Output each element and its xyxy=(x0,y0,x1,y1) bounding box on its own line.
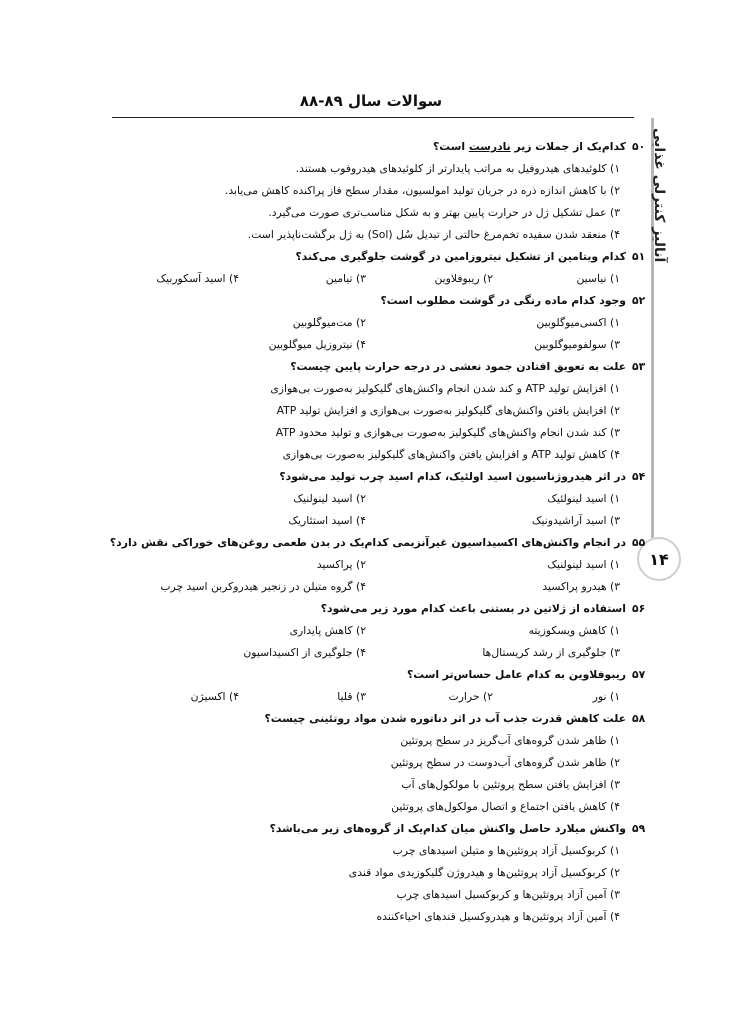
sidebar-label: آنالیز کنترلی غذایی xyxy=(651,127,667,263)
question-text: واکنش میلارد حاصل واکنش میان کدام‌یک از گروه‌های زیر می‌باشد؟ xyxy=(269,822,626,835)
option: ۲) مت‌میوگلوبین xyxy=(292,316,366,329)
question-text: کدام ویتامین از تشکیل نیتروزامین در گوشت جلوگیری می‌کند؟ xyxy=(295,250,626,263)
question-55 xyxy=(109,532,646,598)
option: ۳) اسید آراشیدونیک xyxy=(531,514,620,527)
option: ۴) آمین آزاد پروتئین‌ها و هیدروکسیل قندهای احیاءکننده xyxy=(376,910,620,923)
option: ۴) کاهش یافتن اجتماع و اتصال مولکول‌های پروتئین xyxy=(391,800,620,813)
option: ۴) نیتروزیل میوگلوبین xyxy=(268,338,366,351)
question-text: در انجام واکنش‌های اکسیداسیون غیرآنزیمی کدام‌یک در بدن طعمی روغن‌های خوراکی نقش دارد؟ xyxy=(109,536,626,549)
option: ۲) ظاهر شدن گروه‌های آب‌دوست در سطح پروتئین xyxy=(390,756,620,769)
question-59 xyxy=(112,818,646,928)
option: ۱) ظاهر شدن گروه‌های آب‌گریز در سطح پروتئین xyxy=(400,734,620,747)
question-50 xyxy=(112,136,646,246)
question-text: استفاده از ژلاتین در بستنی باعث کدام مورد زیر می‌شود؟ xyxy=(320,602,626,615)
options-grid xyxy=(112,620,630,664)
option: ۱) نور xyxy=(592,690,620,703)
question-text: کدام‌یک از جملات زیر نادرست است؟ xyxy=(433,140,626,153)
option: ۱) افزایش تولید ATP و کند شدن انجام واکنش‌های گلیکولیز به‌صورت بی‌هوازی xyxy=(270,382,620,395)
emphasis-word: نادرست xyxy=(468,140,511,153)
option: ۴) جلوگیری از اکسیداسیون xyxy=(243,646,366,659)
option: ۱) نیاسین xyxy=(576,272,620,285)
question-53 xyxy=(112,356,646,466)
options-row xyxy=(112,268,630,290)
title-divider xyxy=(112,117,634,118)
options-grid xyxy=(112,554,630,598)
option: ۱) کلوئیدهای هیدروفیل به مراتب پایدارتر از کلوئیدهای هیدروفوب هستند. xyxy=(295,162,620,175)
option: ۱) کربوکسیل آزاد پروتئین‌ها و متیلن اسیدهای چرب xyxy=(392,844,620,857)
question-52 xyxy=(112,290,646,356)
option: ۴) منعقد شدن سفیده تخم‌مرغ حالتی از تبدیل سُل (Sol) به ژل برگشت‌ناپذیر است. xyxy=(247,228,620,241)
option: ۴) کاهش تولید ATP و افزایش یافتن واکنش‌های گلیکولیز به‌صورت بی‌هوازی xyxy=(282,448,620,461)
option: ۲) کاهش پایداری xyxy=(289,624,366,637)
option: ۱) کاهش ویسکوزیته xyxy=(528,624,620,637)
option: ۳) افزایش یافتن سطح پروتئین با مولکول‌های آب xyxy=(401,778,620,791)
option: ۲) افزایش یافتن واکنش‌های گلیکولیز به‌صورت بی‌هوازی و افزایش تولید ATP xyxy=(276,404,620,417)
option: ۳) تیامین xyxy=(325,272,366,285)
option: ۳) هیدرو پراکسید xyxy=(542,580,620,593)
option: ۱) اکسی‌میوگلوبین xyxy=(536,316,620,329)
question-56 xyxy=(112,598,646,664)
question-number: ۵۶ xyxy=(632,602,646,615)
question-text: علت به تعویق افتادن جمود نعشی در درجه حرارت پایین چیست؟ xyxy=(290,360,626,373)
question-text: علت کاهش قدرت جذب آب در اثر دناتوره شدن مواد روتئینی چیست؟ xyxy=(264,712,626,725)
option: ۳) سولفومیوگلوبین xyxy=(534,338,620,351)
question-list xyxy=(109,136,646,928)
question-text: وجود کدام ماده رنگی در گوشت مطلوب است؟ xyxy=(380,294,626,307)
option: ۲) ریبوفلاوین xyxy=(434,272,493,285)
question-text: در اثر هیدروژناسیون اسید اولئیک، کدام اسید چرب تولید می‌شود؟ xyxy=(279,470,626,483)
question-number: ۵۵ xyxy=(632,536,646,549)
options-row xyxy=(112,686,630,708)
option: ۳) کند شدن انجام واکنش‌های گلیکولیز به‌صورت بی‌هوازی و تولید محدود ATP xyxy=(275,426,620,439)
question-number: ۵۸ xyxy=(632,712,646,725)
option: ۲) حرارت xyxy=(448,690,493,703)
question-51 xyxy=(112,246,646,290)
question-number: ۵۲ xyxy=(632,294,646,307)
question-57 xyxy=(112,664,646,708)
question-number: ۵۷ xyxy=(632,668,646,681)
question-number: ۵۰ xyxy=(632,140,646,153)
option: ۱) اسید لینولئیک xyxy=(547,492,620,505)
option: ۲) پراکسید xyxy=(316,558,366,571)
option: ۳) قلیا xyxy=(337,690,366,703)
question-number: ۵۴ xyxy=(632,470,646,483)
question-number: ۵۱ xyxy=(632,250,646,263)
option: ۳) جلوگیری از رشد کریستال‌ها xyxy=(482,646,620,659)
option: ۱) اسید لینولنیک xyxy=(547,558,620,571)
option: ۴) گروه متیلن در زنجیر هیدروکربن اسید چرب xyxy=(160,580,366,593)
option: ۲) کربوکسیل آزاد پروتئین‌ها و هیدروژن گلیکوزیدی مواد قندی xyxy=(348,866,620,879)
page-number-text: ۱۴ xyxy=(649,549,669,569)
question-text: ریبوفلاوین به کدام عامل حساس‌تر است؟ xyxy=(407,668,626,681)
option: ۲) اسید لینولنیک xyxy=(293,492,366,505)
options-grid xyxy=(112,488,630,532)
question-number: ۵۳ xyxy=(632,360,646,373)
question-58 xyxy=(112,708,646,818)
option: ۲) با کاهش اندازه ذره در جریان تولید امولسیون، مقدار سطح فاز پراکنده کاهش می‌یابد. xyxy=(224,184,620,197)
option: ۴) اسید استئاریک xyxy=(288,514,366,527)
option: ۴) اکسیژن xyxy=(190,690,239,703)
option: ۳) آمین آزاد پروتئین‌ها و کربوکسیل اسیدهای چرب xyxy=(396,888,620,901)
question-number: ۵۹ xyxy=(632,822,646,835)
options-grid xyxy=(112,312,630,356)
question-54 xyxy=(112,466,646,532)
page-title: سوالات سال ۸۹-۸۸ xyxy=(299,92,443,110)
option: ۳) عمل تشکیل ژل در حرارت پایین بهتر و به شکل مناسب‌تری صورت می‌گیرد. xyxy=(268,206,620,219)
option: ۴) اسید آسکوربیک xyxy=(156,272,239,285)
